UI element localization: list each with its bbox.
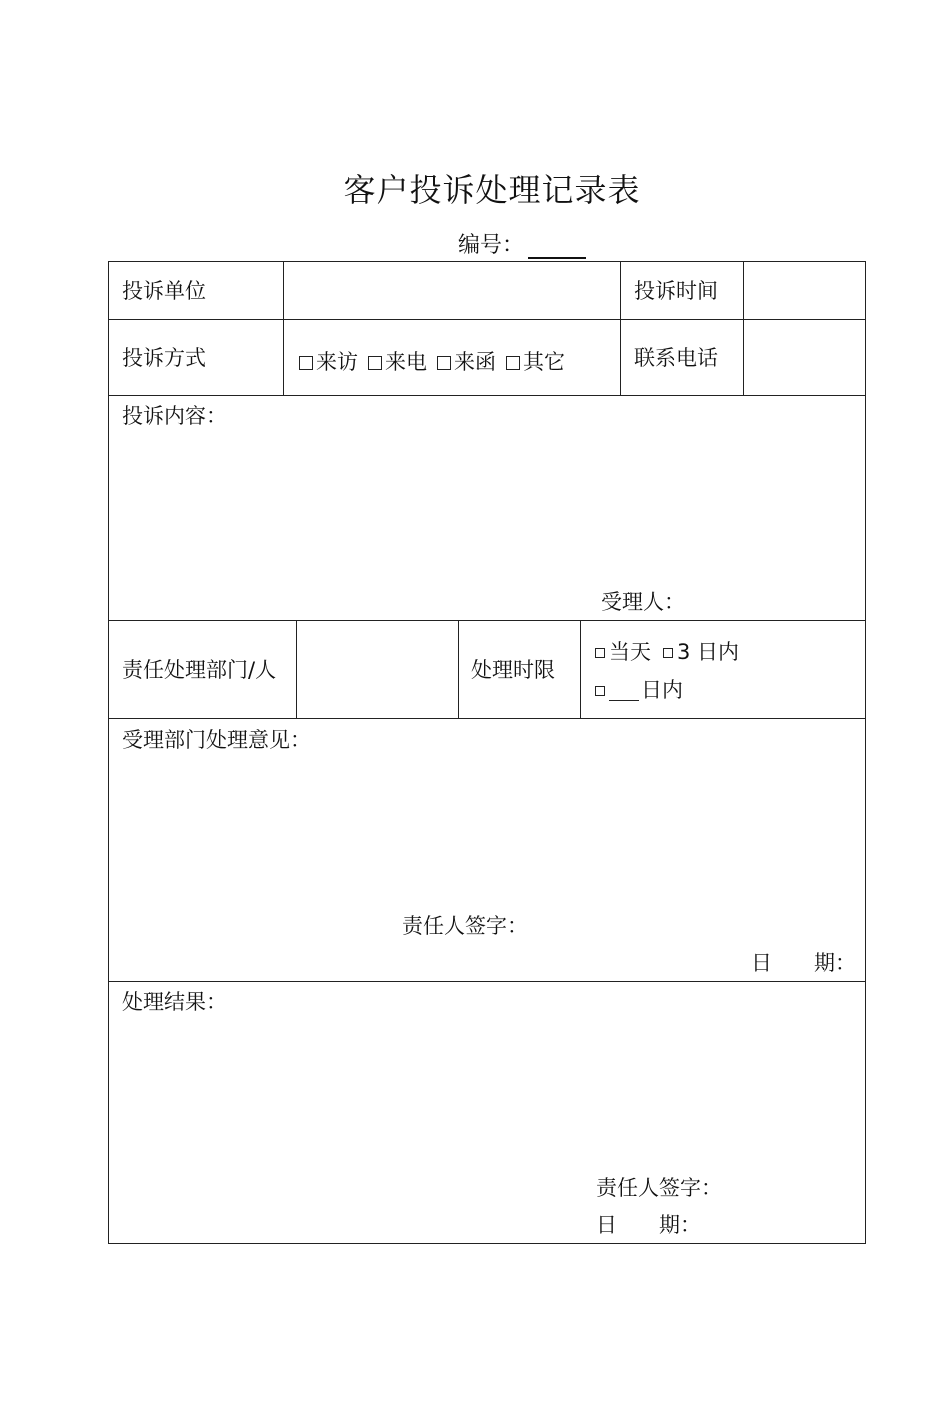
col-divider (283, 262, 284, 395)
form-title: 客户投诉处理记录表 (343, 171, 641, 209)
limit-option[interactable]: 当天 (595, 642, 651, 663)
checkbox-icon[interactable] (299, 356, 313, 370)
checkbox-icon[interactable] (437, 356, 451, 370)
row-divider (109, 981, 865, 982)
row-divider (109, 395, 865, 396)
serial-blank[interactable] (528, 233, 586, 259)
method-option[interactable]: 来访 (299, 352, 358, 373)
checkbox-icon[interactable] (663, 648, 673, 658)
complaint-method-options (299, 352, 575, 373)
col-divider (580, 620, 581, 718)
receiver-label: 受理人： (601, 590, 685, 614)
limit-option[interactable]: 3 日内 (663, 642, 739, 663)
time-limit-options (595, 642, 749, 663)
responsible-dept-label: 责任处理部门/人 (122, 658, 277, 682)
method-option[interactable]: 来电 (368, 352, 427, 373)
method-option[interactable]: 其它 (506, 352, 565, 373)
dept-opinion-label: 受理部门处理意见： (122, 728, 311, 752)
col-divider (620, 262, 621, 395)
serial-label: 编号： (458, 233, 525, 258)
checkbox-icon[interactable] (368, 356, 382, 370)
contact-phone-label: 联系电话 (634, 346, 718, 370)
checkbox-icon[interactable] (506, 356, 520, 370)
result-signer-label: 责任人签字： (596, 1176, 722, 1200)
checkbox-icon[interactable] (595, 648, 605, 658)
col-divider (458, 620, 459, 718)
time-limit-custom[interactable]: 日内 (595, 680, 683, 701)
result-date-label: 日 期： (596, 1213, 701, 1237)
serial-number (458, 228, 586, 259)
row-divider (109, 718, 865, 719)
opinion-date-label: 日 期： (751, 951, 856, 975)
checkbox-icon[interactable] (595, 686, 605, 696)
complaint-form-table (108, 261, 866, 1244)
opinion-signer-label: 责任人签字： (402, 914, 528, 938)
complaint-unit-label: 投诉单位 (122, 279, 206, 303)
time-limit-label: 处理时限 (471, 658, 555, 682)
complaint-content-label: 投诉内容： (122, 404, 227, 428)
row-divider (109, 319, 865, 320)
row-divider (109, 620, 865, 621)
complaint-time-label: 投诉时间 (634, 279, 718, 303)
col-divider (296, 620, 297, 718)
method-option[interactable]: 来函 (437, 352, 496, 373)
days-blank[interactable] (609, 682, 639, 701)
complaint-method-label: 投诉方式 (122, 346, 206, 370)
result-label: 处理结果： (122, 990, 227, 1014)
col-divider (743, 262, 744, 395)
